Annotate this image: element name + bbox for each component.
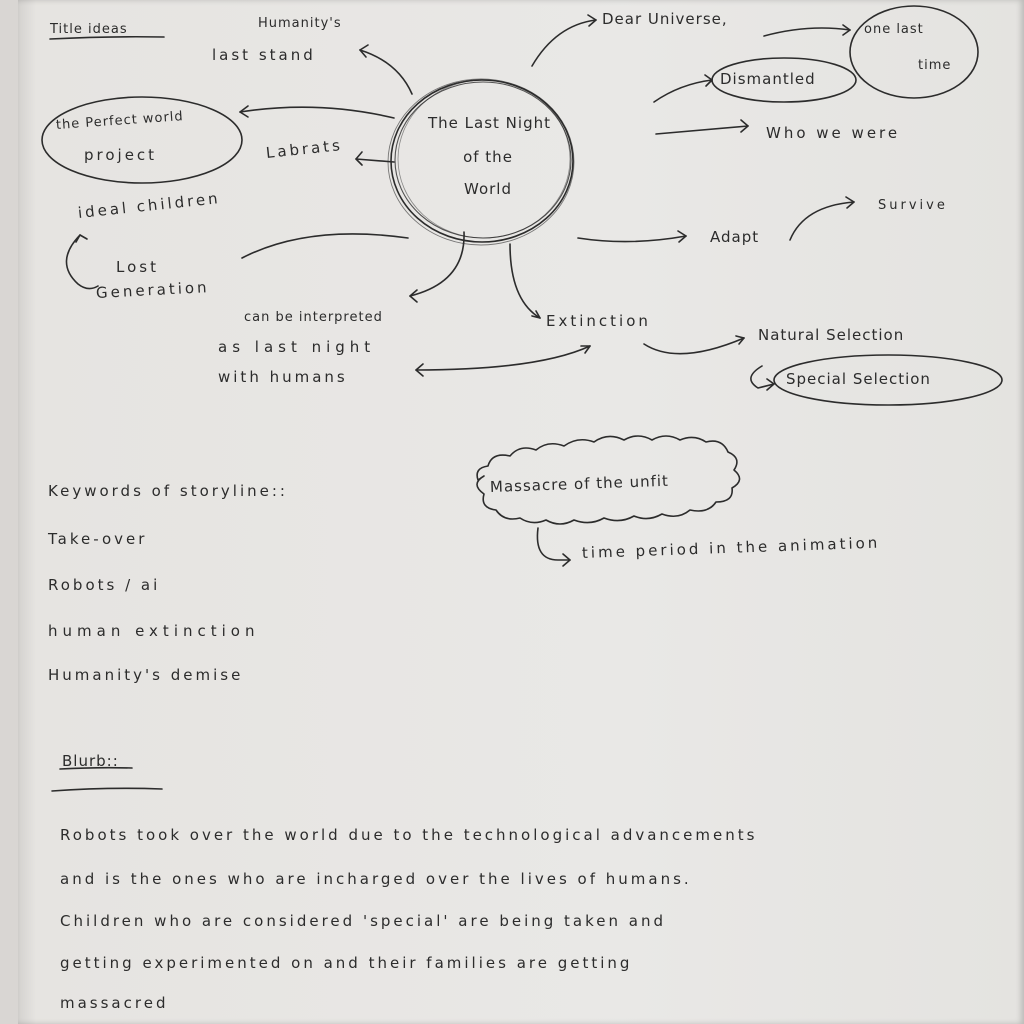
arrow-natural-selection	[644, 338, 744, 354]
double-arrow	[416, 346, 590, 370]
title-ideas-heading: Title ideas	[50, 22, 128, 37]
interpreted-line1: can be interpreted	[244, 310, 383, 325]
notebook-page	[18, 0, 1024, 1024]
arrow-dear-universe	[532, 20, 596, 66]
branch-extinction: Extinction	[546, 312, 651, 330]
arrow-adapt	[578, 236, 686, 242]
branch-adapt: Adapt	[710, 228, 760, 246]
branch-one-last-line1: one last	[864, 22, 924, 37]
branch-dear-universe: Dear Universe,	[602, 10, 728, 28]
branch-perfect-world-line2: project	[84, 146, 158, 164]
arrow-who-we-were	[656, 126, 748, 134]
branch-last-stand-line2: last stand	[212, 46, 316, 64]
arrow-perfect-world	[240, 107, 394, 118]
blurb-heading: Blurb::	[62, 752, 119, 770]
branch-labrats: Labrats	[265, 135, 344, 162]
branch-lost-line1: Lost	[116, 258, 159, 276]
arrow-last-stand	[360, 50, 412, 94]
blurb-underline-2	[52, 788, 162, 791]
blurb-line: Children who are considered 'special' are being taken and	[60, 912, 666, 930]
branch-generation-line2: Generation	[95, 278, 211, 302]
interpreted-line3: with humans	[218, 368, 348, 386]
perfect-world-oval	[42, 97, 242, 183]
branch-dismantled: Dismantled	[720, 70, 816, 88]
loop-ideal-lost	[66, 235, 98, 289]
branch-who-we-were: Who we were	[766, 124, 901, 142]
arrow-survive	[790, 202, 854, 240]
branch-humanitys-line1: Humanity's	[258, 16, 342, 31]
branch-natural-selection: Natural Selection	[758, 326, 905, 344]
arrow-one-last-time	[764, 28, 850, 36]
central-title-line2: of the	[463, 148, 513, 166]
massacre-note: time period in the animation	[581, 533, 881, 562]
blurb-line: and is the ones who are incharged over the lives of humans.	[60, 870, 692, 888]
branch-ideal-children: ideal children	[77, 189, 222, 222]
blurb-line: getting experimented on and their families are getting	[60, 954, 633, 972]
arrow-lost-generation	[242, 234, 408, 258]
branch-special-selection: Special Selection	[786, 370, 931, 388]
massacre-label: Massacre of the unfit	[489, 471, 670, 496]
keyword-item: Humanity's demise	[48, 666, 244, 684]
keyword-item: Take-over	[48, 530, 148, 548]
blurb-line: massacred	[60, 994, 169, 1012]
interpreted-line2: as last night	[218, 338, 376, 356]
blurb-line: Robots took over the world due to the technological advancements	[60, 826, 758, 844]
arrow-dismantled	[654, 80, 712, 102]
central-title-line3: World	[464, 180, 512, 198]
arrow-extinction	[510, 244, 540, 318]
keyword-item: Robots / ai	[48, 576, 161, 594]
central-title-line1: The Last Night	[428, 114, 551, 132]
branch-perfect-world-line1: the Perfect world	[55, 109, 185, 133]
branch-one-last-line2: time	[918, 58, 952, 73]
title-ideas-underline	[50, 37, 164, 39]
keyword-item: human extinction	[48, 622, 260, 640]
arrow-special-selection	[751, 366, 774, 388]
keywords-heading: Keywords of storyline::	[48, 482, 288, 500]
one-last-time-oval	[850, 6, 978, 98]
branch-survive: Survive	[878, 198, 948, 213]
